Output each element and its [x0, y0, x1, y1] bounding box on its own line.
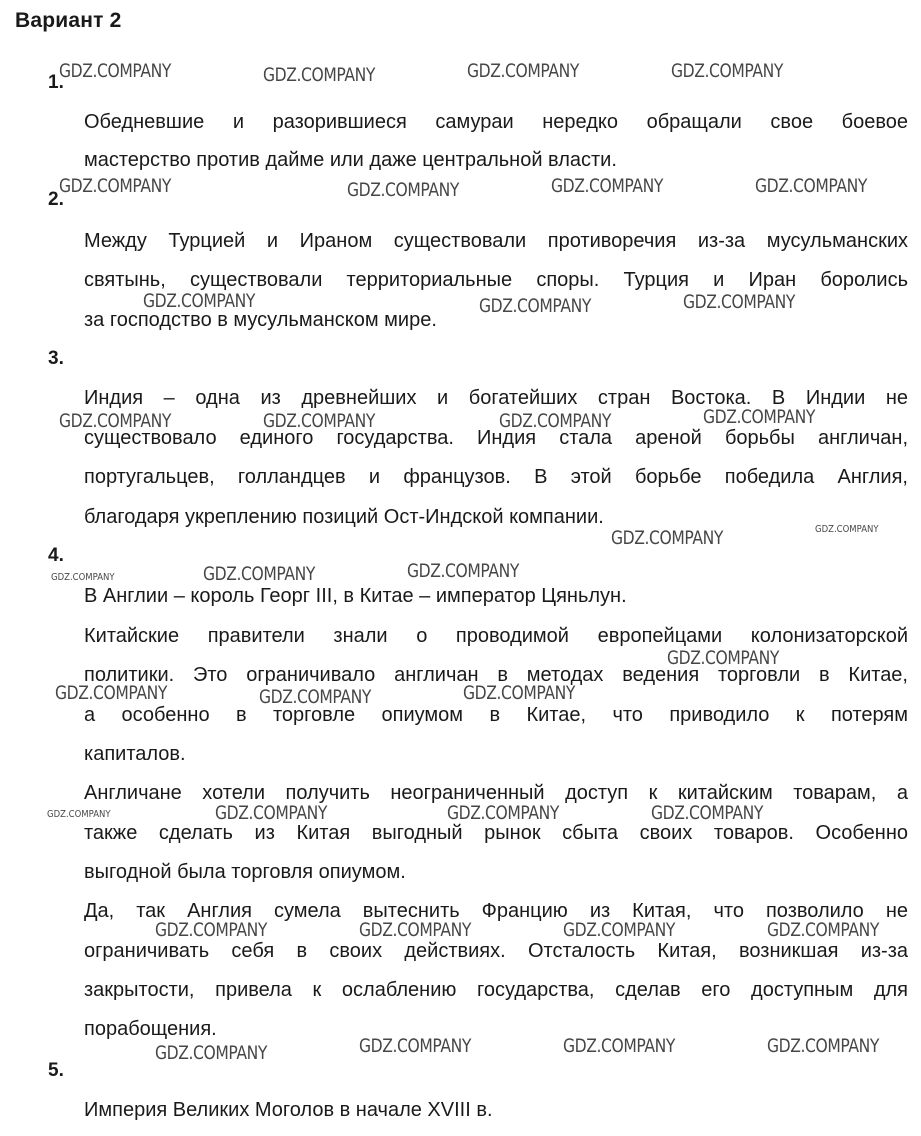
- watermark: GDZ.COMPANY: [683, 291, 796, 313]
- question-number-4: 4.: [48, 545, 64, 566]
- answer-4-line-8: выгодной была торговля опиумом.: [84, 861, 406, 883]
- answer-3-line-4: благодаря укреплению позиций Ост-Индской компании.: [84, 506, 604, 528]
- watermark: GDZ.COMPANY: [479, 295, 592, 317]
- answer-4-line-5: капиталов.: [84, 743, 186, 765]
- watermark: GDZ.COMPANY: [551, 175, 664, 197]
- watermark: GDZ.COMPANY: [47, 809, 111, 820]
- answer-4-line-10: ограничивать себя в своих действиях. Отсталость Китая, возникшая из-за: [84, 940, 908, 962]
- watermark: GDZ.COMPANY: [703, 406, 816, 428]
- watermark: GDZ.COMPANY: [155, 919, 268, 941]
- answer-4-line-6: Англичане хотели получить неограниченный доступ к китайским товарам, а: [84, 782, 908, 804]
- answer-3-line-1: Индия – одна из древнейших и богатейших стран Востока. В Индии не: [84, 387, 908, 409]
- watermark: GDZ.COMPANY: [215, 802, 328, 824]
- watermark: GDZ.COMPANY: [755, 175, 868, 197]
- answer-4-line-7: также сделать из Китая выгодный рынок сбыта своих товаров. Особенно: [84, 822, 908, 844]
- watermark: GDZ.COMPANY: [767, 1035, 880, 1057]
- watermark: GDZ.COMPANY: [59, 60, 172, 82]
- answer-2-line-3: за господство в мусульманском мире.: [84, 309, 437, 331]
- watermark: GDZ.COMPANY: [263, 64, 376, 86]
- watermark: GDZ.COMPANY: [767, 919, 880, 941]
- watermark: GDZ.COMPANY: [447, 802, 560, 824]
- watermark: GDZ.COMPANY: [259, 686, 372, 708]
- answer-1-line-1: Обедневшие и разорившиеся самураи нередко обращали свое боевое: [84, 111, 908, 133]
- watermark: GDZ.COMPANY: [143, 290, 256, 312]
- watermark: GDZ.COMPANY: [563, 1035, 676, 1057]
- watermark: GDZ.COMPANY: [263, 410, 376, 432]
- answer-1-line-2: мастерство против дайме или даже центральной власти.: [84, 149, 617, 171]
- watermark: GDZ.COMPANY: [155, 1042, 268, 1064]
- page-title: Вариант 2: [15, 9, 122, 32]
- question-number-3: 3.: [48, 348, 64, 369]
- watermark: GDZ.COMPANY: [611, 527, 724, 549]
- answer-3-line-2: существовало единого государства. Индия стала ареной борьбы англичан,: [84, 427, 908, 449]
- question-number-5: 5.: [48, 1060, 64, 1081]
- watermark: GDZ.COMPANY: [347, 179, 460, 201]
- watermark: GDZ.COMPANY: [671, 60, 784, 82]
- answer-4-line-9: Да, так Англия сумела вытеснить Францию из Китая, что позволило не: [84, 900, 908, 922]
- watermark: GDZ.COMPANY: [203, 563, 316, 585]
- question-number-2: 2.: [48, 189, 64, 210]
- watermark: GDZ.COMPANY: [563, 919, 676, 941]
- answer-4-line-3: политики. Это ограничивало англичан в методах ведения торговли в Китае,: [84, 664, 908, 686]
- watermark: GDZ.COMPANY: [59, 410, 172, 432]
- watermark: GDZ.COMPANY: [467, 60, 580, 82]
- watermark: GDZ.COMPANY: [651, 802, 764, 824]
- watermark: GDZ.COMPANY: [55, 682, 168, 704]
- answer-4-line-1: В Англии – король Георг III, в Китае – император Цяньлун.: [84, 585, 627, 607]
- answer-3-line-3: португальцев, голландцев и французов. В этой борьбе победила Англия,: [84, 466, 908, 488]
- answer-2-line-1: Между Турцией и Ираном существовали противоречия из-за мусульманских: [84, 230, 908, 252]
- watermark: GDZ.COMPANY: [499, 410, 612, 432]
- question-number-1: 1.: [48, 72, 64, 93]
- watermark: GDZ.COMPANY: [407, 560, 520, 582]
- watermark: GDZ.COMPANY: [359, 1035, 472, 1057]
- watermark: GDZ.COMPANY: [359, 919, 472, 941]
- watermark: GDZ.COMPANY: [51, 572, 115, 583]
- watermark: GDZ.COMPANY: [59, 175, 172, 197]
- answer-5-line-1: Империя Великих Моголов в начале XVIII в.: [84, 1099, 493, 1121]
- watermark: GDZ.COMPANY: [463, 682, 576, 704]
- answer-2-line-2: святынь, существовали территориальные споры. Турция и Иран боролись: [84, 269, 908, 291]
- answer-4-line-2: Китайские правители знали о проводимой европейцами колонизаторской: [84, 625, 908, 647]
- answer-4-line-4: а особенно в торговле опиумом в Китае, что приводило к потерям: [84, 704, 908, 726]
- watermark: GDZ.COMPANY: [667, 647, 780, 669]
- answer-4-line-12: порабощения.: [84, 1018, 217, 1040]
- watermark: GDZ.COMPANY: [815, 524, 879, 535]
- answer-4-line-11: закрытости, привела к ослаблению государства, сделав его доступным для: [84, 979, 908, 1001]
